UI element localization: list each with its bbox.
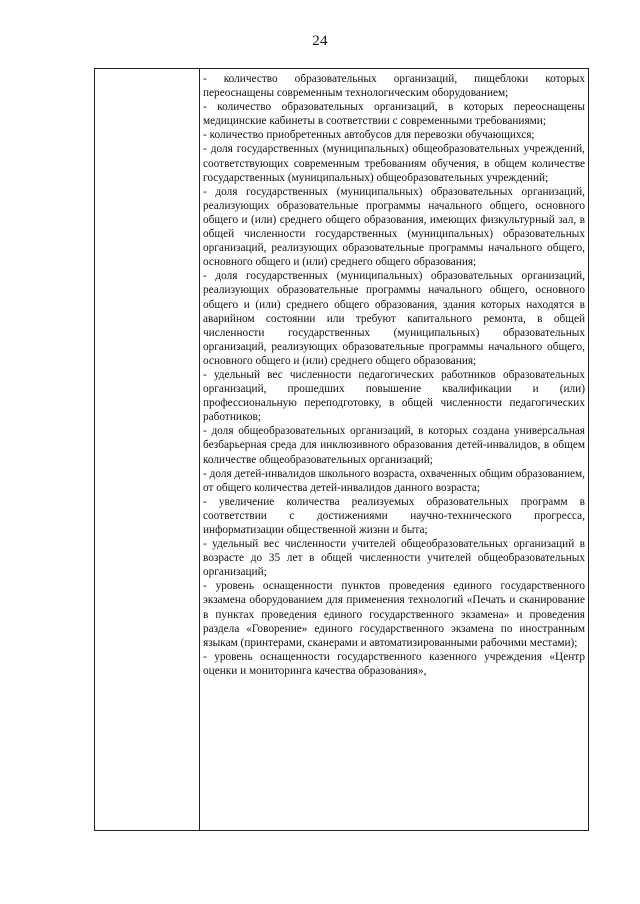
indicator-item: - доля государственных (муниципальных) образовательных организаций, реализующих образовательные программы начального общего, основного общего и (или) среднего общего образования, здания которых находятся в аварийном состоянии или требуют капитального ремонта, в общей численности государственных (муниципальных) образовательных организаций, реализующих образовательные программы начального общего, основного общего и (или) среднего общего образования; <box>203 270 585 367</box>
page-number: 24 <box>312 33 328 49</box>
indicator-item: - удельный вес численности педагогических работников образовательных организаций, прошедших повышение квалификации и (или) профессиональную переподготовку, в общей численности педагогических работников; <box>203 368 585 424</box>
indicator-item: - доля общеобразовательных организаций, в которых создана универсальная безбарьерная среда для инклюзивного образования детей-инвалидов, в общем количестве общеобразовательных организаций; <box>203 425 585 466</box>
indicator-item: - доля детей-инвалидов школьного возраста, охваченных общим образованием, от общего количества детей-инвалидов данного возраста; <box>203 467 585 494</box>
indicator-item: - удельный вес численности учителей общеобразовательных организаций в возрасте до 35 лет в общей численности учителей общеобразовательных организаций; <box>203 538 585 579</box>
indicator-item: - уровень оснащенности государственного казенного учреждения «Центр оценки и мониторинга качества образования», <box>203 650 585 677</box>
indicators-table <box>94 68 589 831</box>
indicator-item: - доля государственных (муниципальных) образовательных организаций, реализующих образовательные программы начального общего, основного общего и (или) среднего общего образования, имеющих физкультурный зал, в общей численности государственных (муниципальных) образовательных организаций, реализующих образовательные программы начального общего, основного общего и (или) среднего общего образования; <box>203 185 585 269</box>
indicator-item: - количество образовательных организаций, в которых переоснащены медицинские кабинеты в соответствии с современными требованиями; <box>203 101 585 128</box>
indicator-item: - количество образовательных организаций, пищеблоки которых переоснащены современным технологическим оборудованием; <box>203 73 585 100</box>
table-right-cell <box>200 72 585 678</box>
indicator-item: - количество приобретенных автобусов для перевозки обучающихся; <box>203 129 535 142</box>
indicator-item: - уровень оснащенности пунктов проведения единого государственного экзамена оборудованием для применения технологий «Печать и сканирование в пунктах проведения единого государственного экзамена» и проведения раздела «Говорение» единого государственного экзамена по иностранным языкам (принтерами, сканерами и автоматизированными рабочими местами); <box>203 580 585 649</box>
indicator-item: - доля государственных (муниципальных) общеобразовательных учреждений, соответствующих современным требованиям обучения, в общем количестве государственных (муниципальных) общеобразовательных учреждений; <box>203 143 585 184</box>
indicator-item: - увеличение количества реализуемых образовательных программ в соответствии с достижениями научно-технического прогресса, информатизации общественной жизни и быта; <box>203 495 585 536</box>
table-left-cell <box>95 69 200 830</box>
